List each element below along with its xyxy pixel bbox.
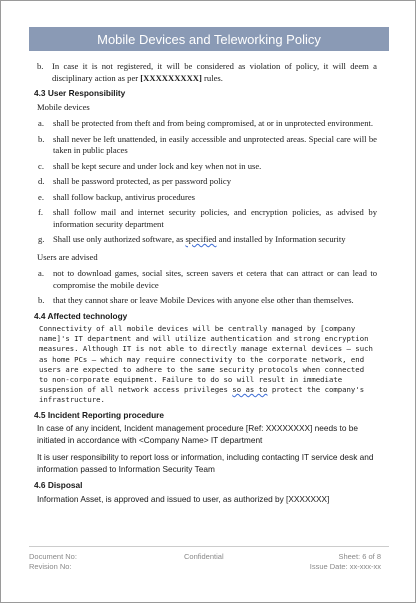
section-heading: 4.6 Disposal (34, 480, 83, 491)
confidential-label: Confidential (184, 552, 224, 561)
spellcheck-underline: so as to (232, 385, 268, 395)
footer-divider (29, 546, 389, 547)
list-item: d. shall be password protected, as per password policy (38, 176, 232, 186)
mobile-devices-list (37, 118, 377, 246)
document-body (34, 61, 377, 509)
section-paragraph: In case of any incident, Incident management procedure [Ref: XXXXXXXX] needs to be initiated in accordance with <Company Name> IT department (37, 423, 359, 445)
list-item (37, 61, 377, 84)
sheet-number: Sheet: 6 of 8 (338, 552, 381, 561)
document-number-label: Document No: (29, 552, 77, 561)
issue-date: Issue Date: xx-xxx-xx (309, 562, 381, 571)
section-paragraph: It is user responsibility to report loss or information, including contacting IT service desk and information passed to Information Security Team (37, 452, 374, 474)
list-item: a. not to download games, social sites, screen savers et cetera that can attract or can lead to compromise the mobile device (38, 268, 377, 290)
page-footer (29, 552, 381, 572)
list-item: f. shall follow mail and internet security policies, and encryption policies, as advised by information security department (38, 207, 377, 229)
list-item-text: In case it is not registered, it will be considered as violation of policy, it will deem a disciplinary action as per [XXXXXXXXX] rules. (52, 61, 377, 83)
section-heading: 4.4 Affected technology (34, 310, 128, 321)
list-item: c. shall be kept secure and under lock and key when not in use. (38, 160, 262, 171)
list-item: b. that they cannot share or leave Mobile Devices with anyone else other than themselves. (38, 295, 354, 305)
section-intro: Mobile devices (37, 101, 90, 112)
section-paragraph: Connectivity of all mobile devices will be centrally managed by [company name]'s IT department and will utilize authentication and strong encryption measures. Although IT is not able to directly manage external devices – such as home PCs – which may require connectivity to the corporate network, end users are expected to adhere to the same security protocols when connected to non-corporate equipment. Failure to do so will result in immediate suspension of all network access privileges so as to protect the company's infrastructure. (39, 324, 373, 405)
page-title: Mobile Devices and Teleworking Policy (97, 31, 321, 47)
page-title-banner (29, 27, 389, 51)
users-advised-list (37, 268, 377, 307)
list-item: g. Shall use only authorized software, as specified and installed by Information security (38, 234, 346, 244)
spellcheck-underline: specified (185, 234, 217, 244)
section-intro: Users are advised (37, 251, 98, 262)
list-item: e. shall follow backup, antivirus procedures (38, 191, 195, 202)
section-paragraph: Information Asset, is approved and issued to user, as authorized by [XXXXXXX] (37, 493, 330, 504)
section-heading: 4.3 User Responsibility (34, 88, 126, 98)
list-marker: b. (37, 61, 44, 71)
revision-number-label: Revision No: (29, 562, 72, 571)
list-item: b. shall never be left unattended, in easily accessible and unprotected areas. Special care will be taken in public places (38, 133, 377, 155)
list-item: a. shall be protected from theft and from being compromised, at or in unprotected environment. (38, 118, 374, 128)
section-heading: 4.5 Incident Reporting procedure (34, 409, 165, 420)
